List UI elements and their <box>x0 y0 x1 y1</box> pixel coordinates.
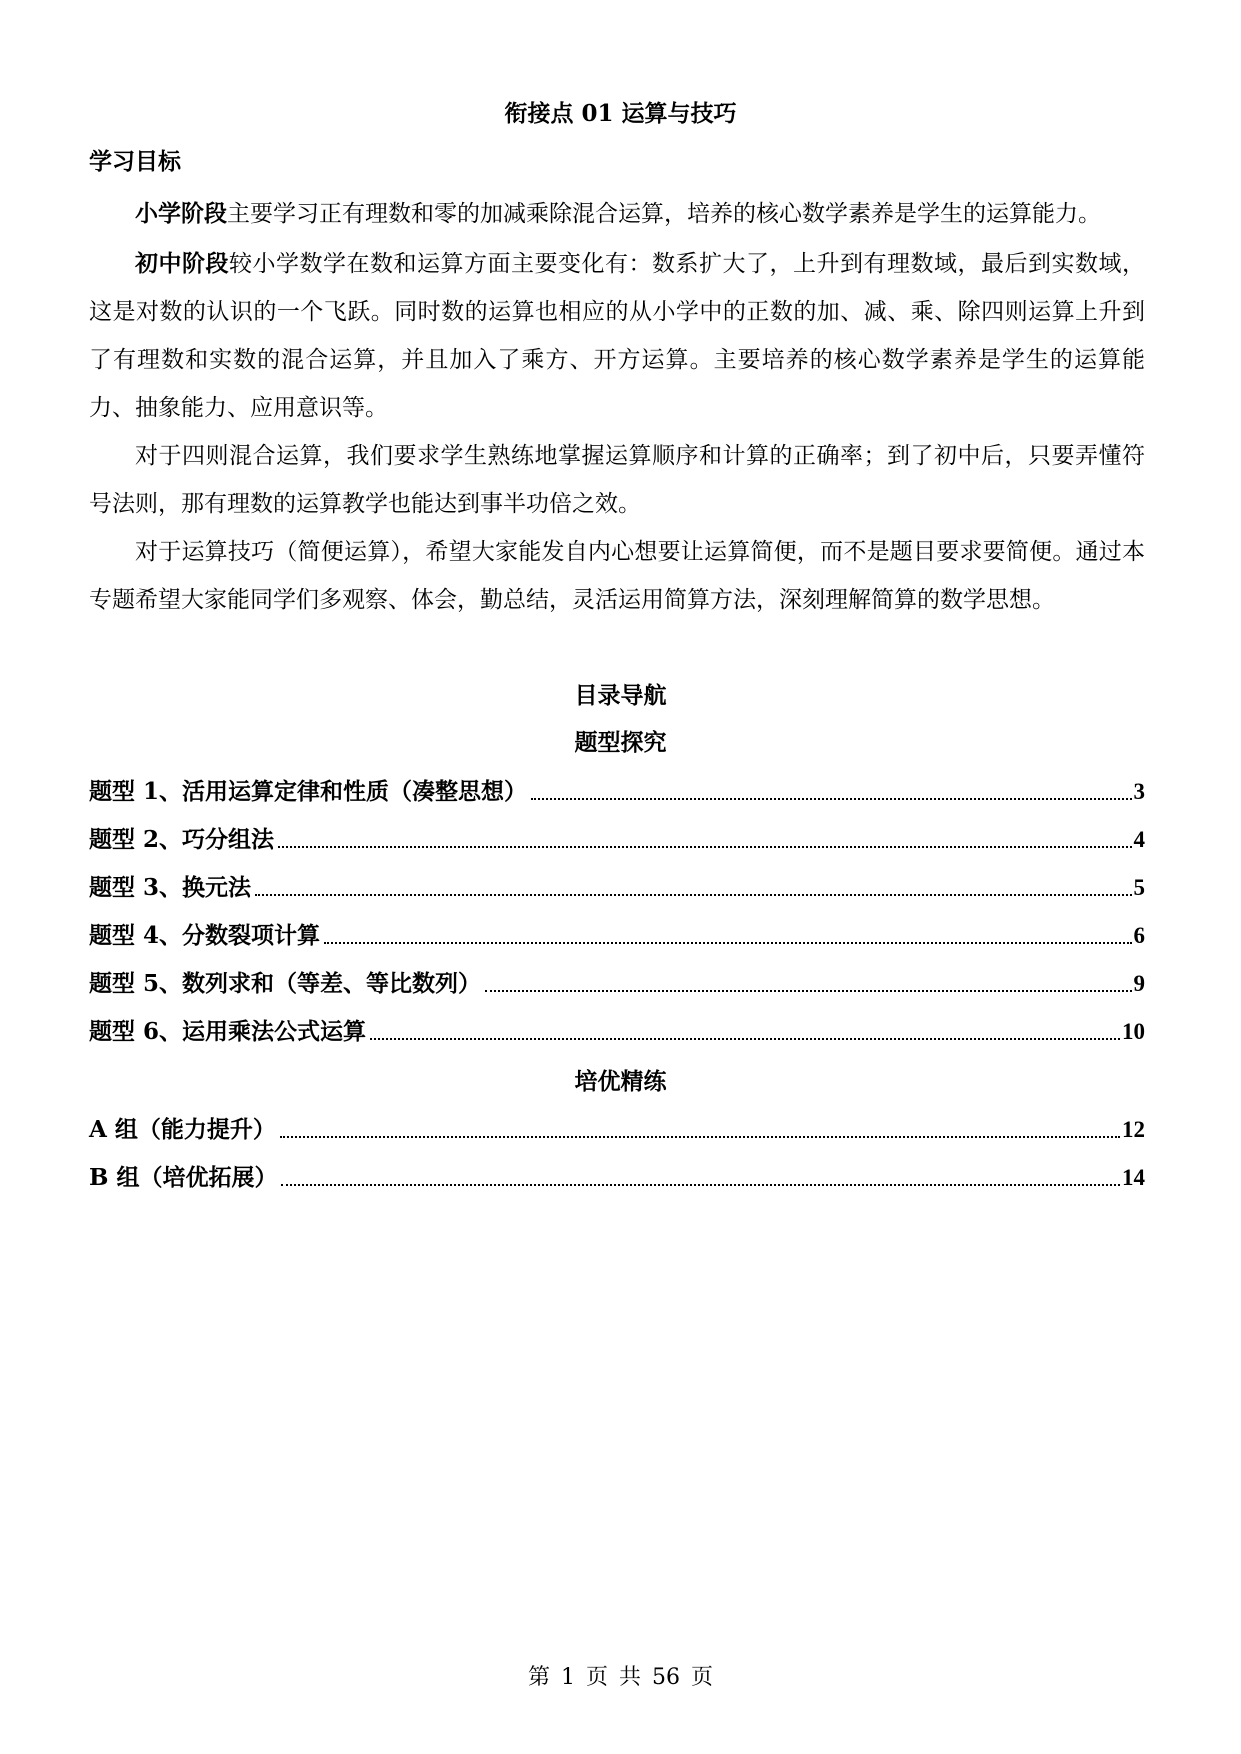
toc-entry-page: 4 <box>1133 827 1145 852</box>
toc-entry[interactable] <box>89 1016 1145 1048</box>
toc-entry-label: B 组（培优拓展） <box>89 1164 278 1191</box>
toc-entry-label: 题型 2、巧分组法 <box>89 826 275 853</box>
toc-entry-label: 题型 6、运用乘法公式运算 <box>89 1018 367 1045</box>
paragraph-primary-stage <box>89 190 1145 238</box>
toc-entry-label: 题型 5、数列求和（等差、等比数列） <box>89 970 482 997</box>
toc-entry-page: 12 <box>1122 1117 1145 1142</box>
paragraph-text: 对于四则混合运算，我们要求学生熟练地掌握运算顺序和计算的正确率；到了初中后，只要弄懂符号法则，那有理数的运算教学也能达到事半功倍之效。 <box>89 443 1145 517</box>
toc-entry[interactable] <box>89 968 1145 1000</box>
toc-practice-heading: 培优精练 <box>574 1068 667 1095</box>
paragraph-text: 较小学数学在数和运算方面主要变化有：数系扩大了，上升到有理数域，最后到实数域，这是对数的认识的一个飞跃。同时数的运算也相应的从小学中的正数的加、减、乘、除四则运算上升到了有理数和实数的混合运算，并且加入了乘方、开方运算。主要培养的核心数学素养是学生的运算能力、抽象能力、应用意识等。 <box>89 251 1145 421</box>
paragraph-lead: 初中阶段 <box>135 250 229 277</box>
toc-entry-label: A 组（能力提升） <box>89 1116 276 1143</box>
paragraph-four-operations <box>89 432 1145 528</box>
toc-entry[interactable] <box>89 872 1145 904</box>
toc-entry[interactable] <box>89 776 1145 808</box>
toc-leader-dots <box>278 846 1131 848</box>
learning-goals-heading: 学习目标 <box>89 148 181 175</box>
toc-entry-label: 题型 4、分数裂项计算 <box>89 922 321 949</box>
toc-leader-dots <box>255 894 1131 896</box>
toc-entry-page: 3 <box>1133 779 1145 804</box>
paragraph-calculation-skills <box>89 528 1145 624</box>
toc-entry-label: 题型 3、换元法 <box>89 874 252 901</box>
toc-leader-dots <box>485 990 1131 992</box>
paragraph-text: 主要学习正有理数和零的加减乘除混合运算，培养的核心数学素养是学生的运算能力。 <box>227 201 1101 227</box>
toc-leader-dots <box>280 1136 1120 1138</box>
paragraph-lead: 小学阶段 <box>135 200 227 227</box>
page-footer: 第 1 页 共 56 页 <box>528 1665 713 1690</box>
toc-entry-page: 14 <box>1122 1165 1145 1190</box>
toc-leader-dots <box>281 1184 1120 1186</box>
toc-explore-heading: 题型探究 <box>574 729 667 756</box>
toc-entry[interactable] <box>89 824 1145 856</box>
toc-entry-label: 题型 1、活用运算定律和性质（凑整思想） <box>89 778 528 805</box>
toc-entry-page: 5 <box>1133 875 1145 900</box>
toc-leader-dots <box>531 798 1131 800</box>
toc-entry-page: 9 <box>1133 971 1145 996</box>
paragraph-text: 对于运算技巧（简便运算），希望大家能发自内心想要让运算简便，而不是题目要求要简便。通过本专题希望大家能同学们多观察、体会，勤总结，灵活运用简算方法，深刻理解简算的数学思想。 <box>89 539 1145 613</box>
toc-entry-page: 6 <box>1133 923 1145 948</box>
toc-heading: 目录导航 <box>574 682 667 709</box>
toc-entry[interactable] <box>89 920 1145 952</box>
toc-leader-dots <box>370 1038 1120 1040</box>
toc-entry[interactable] <box>89 1162 1145 1194</box>
paragraph-middle-stage <box>89 240 1145 432</box>
toc-entry[interactable] <box>89 1114 1145 1146</box>
page-title: 衔接点 01 运算与技巧 <box>504 100 737 127</box>
toc-entry-page: 10 <box>1122 1019 1145 1044</box>
toc-leader-dots <box>324 942 1131 944</box>
